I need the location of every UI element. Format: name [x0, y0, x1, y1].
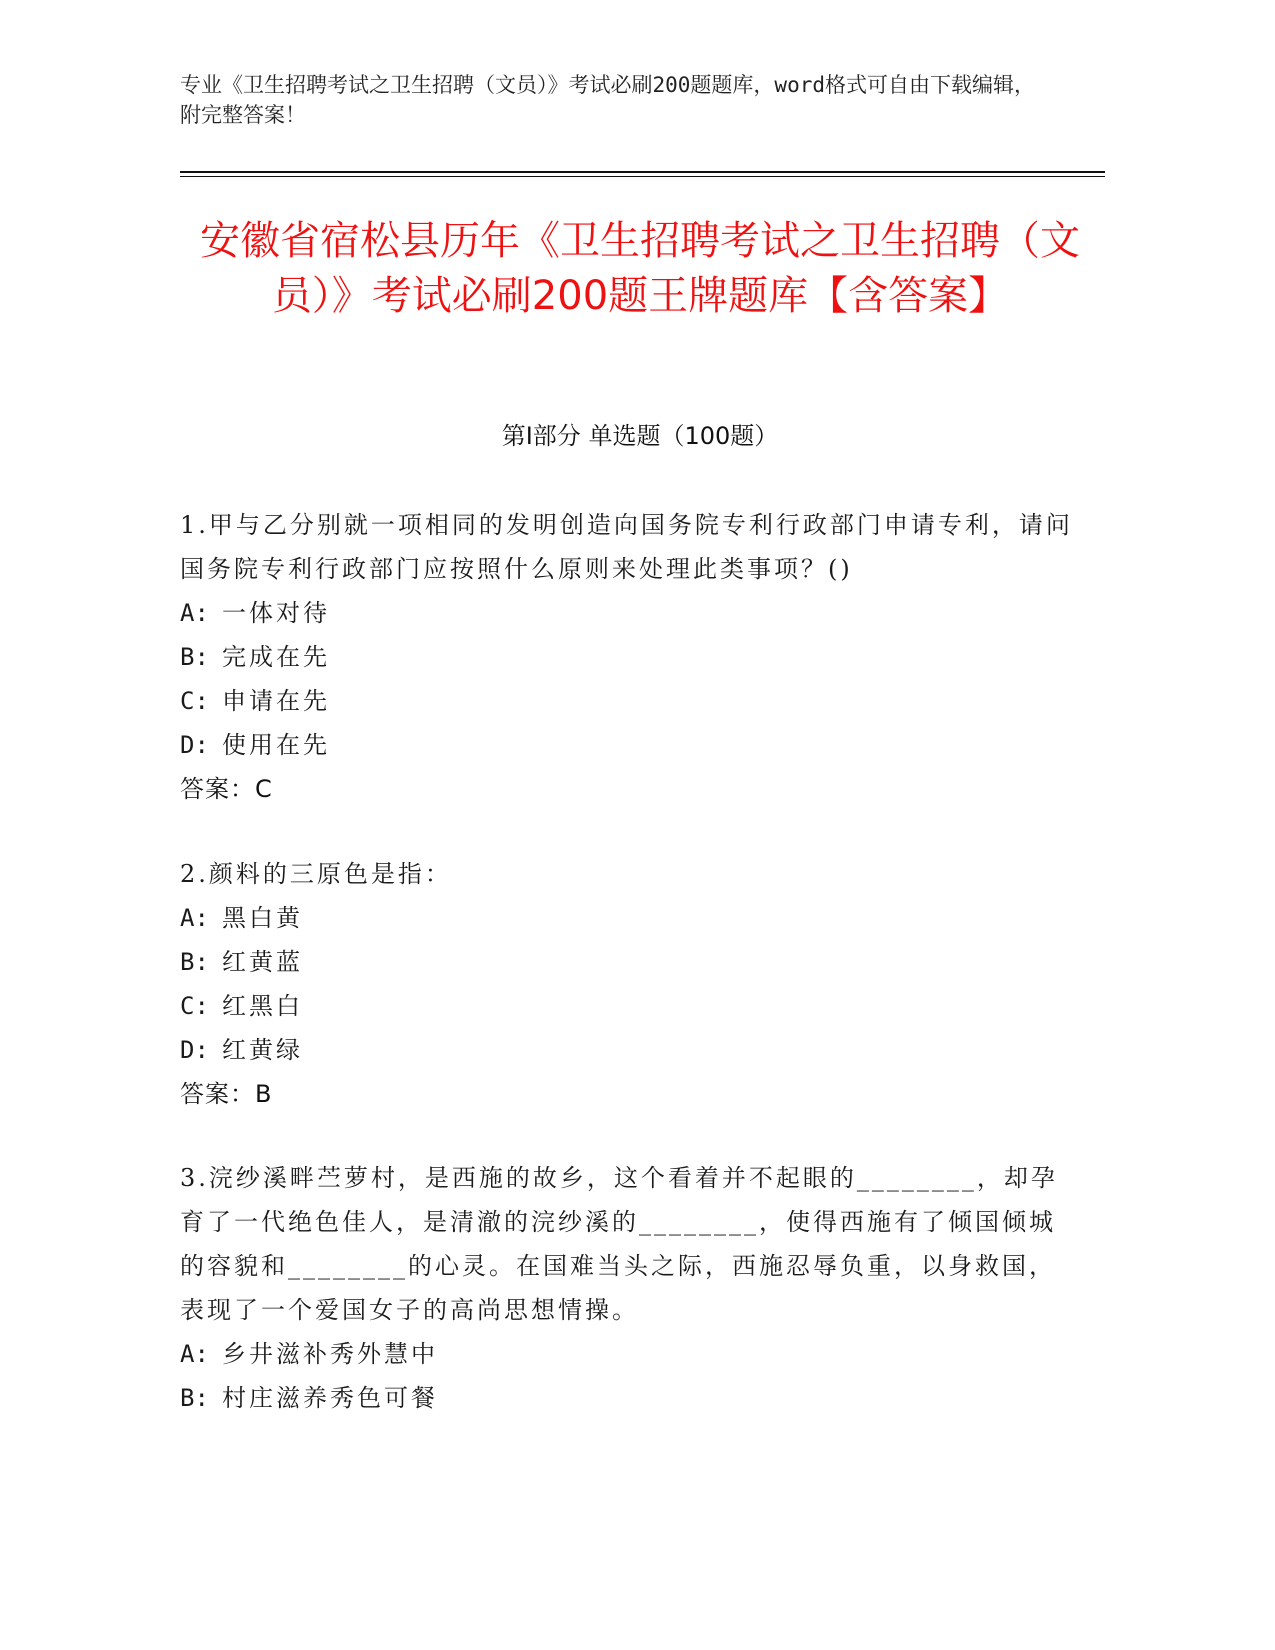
question-3 [180, 1156, 1080, 1420]
option-d [180, 723, 1080, 767]
option-letter: B: [180, 948, 209, 976]
option-text: 红黄蓝 [222, 948, 303, 976]
question-text: 3.浣纱溪畔苎萝村，是西施的故乡，这个看着并不起眼的________，却孕育了一代绝色佳人，是清澈的浣纱溪的________，使得西施有了倾国倾城的容貌和________的心灵。在国难当头之际，西施忍辱负重，以身救国，表现了一个爱国女子的高尚思想情操。 [180, 1164, 1058, 1324]
option-letter: B: [180, 643, 209, 671]
option-text: 使用在先 [222, 731, 330, 759]
option-letter: C: [180, 992, 209, 1020]
question-text: 1.甲与乙分别就一项相同的发明创造向国务院专利行政部门申请专利，请问国务院专利行政部门应按照什么原则来处理此类事项？() [180, 511, 1073, 583]
option-text: 黑白黄 [222, 904, 303, 932]
option-letter: D: [180, 1036, 209, 1064]
option-text: 红黄绿 [222, 1036, 303, 1064]
document-title: 安徽省宿松县历年《卫生招聘考试之卫生招聘（文员）》考试必刷200题王牌题库【含答案】 [200, 218, 1080, 319]
option-text: 申请在先 [222, 687, 330, 715]
option-c [180, 679, 1080, 723]
option-b [180, 940, 1080, 984]
option-letter: C: [180, 687, 209, 715]
option-a [180, 591, 1080, 635]
option-letter: B: [180, 1384, 209, 1412]
option-letter: A: [180, 1340, 209, 1368]
option-text: 村庄滋养秀色可餐 [222, 1384, 438, 1412]
section-heading: 第I部分 单选题（100题） [501, 422, 779, 450]
option-letter: A: [180, 599, 209, 627]
option-b [180, 1376, 1080, 1420]
option-letter: A: [180, 904, 209, 932]
option-text: 乡井滋补秀外慧中 [222, 1340, 438, 1368]
option-a [180, 1332, 1080, 1376]
option-c [180, 984, 1080, 1028]
option-d [180, 1028, 1080, 1072]
option-text: 完成在先 [222, 643, 330, 671]
option-text: 一体对待 [222, 599, 330, 627]
option-a [180, 896, 1080, 940]
header-divider-thin [180, 176, 1105, 177]
question-text: 2.颜料的三原色是指： [180, 860, 452, 888]
answer: 答案：C [180, 775, 273, 803]
answer: 答案：B [180, 1080, 273, 1108]
option-letter: D: [180, 731, 209, 759]
question-1 [180, 503, 1080, 811]
question-2 [180, 852, 1080, 1116]
header-note: 专业《卫生招聘考试之卫生招聘（文员）》考试必刷200题题库，word格式可自由下载编辑，附完整答案！ [180, 73, 1035, 127]
option-text: 红黑白 [222, 992, 303, 1020]
header-divider-thick [180, 171, 1105, 173]
option-b [180, 635, 1080, 679]
